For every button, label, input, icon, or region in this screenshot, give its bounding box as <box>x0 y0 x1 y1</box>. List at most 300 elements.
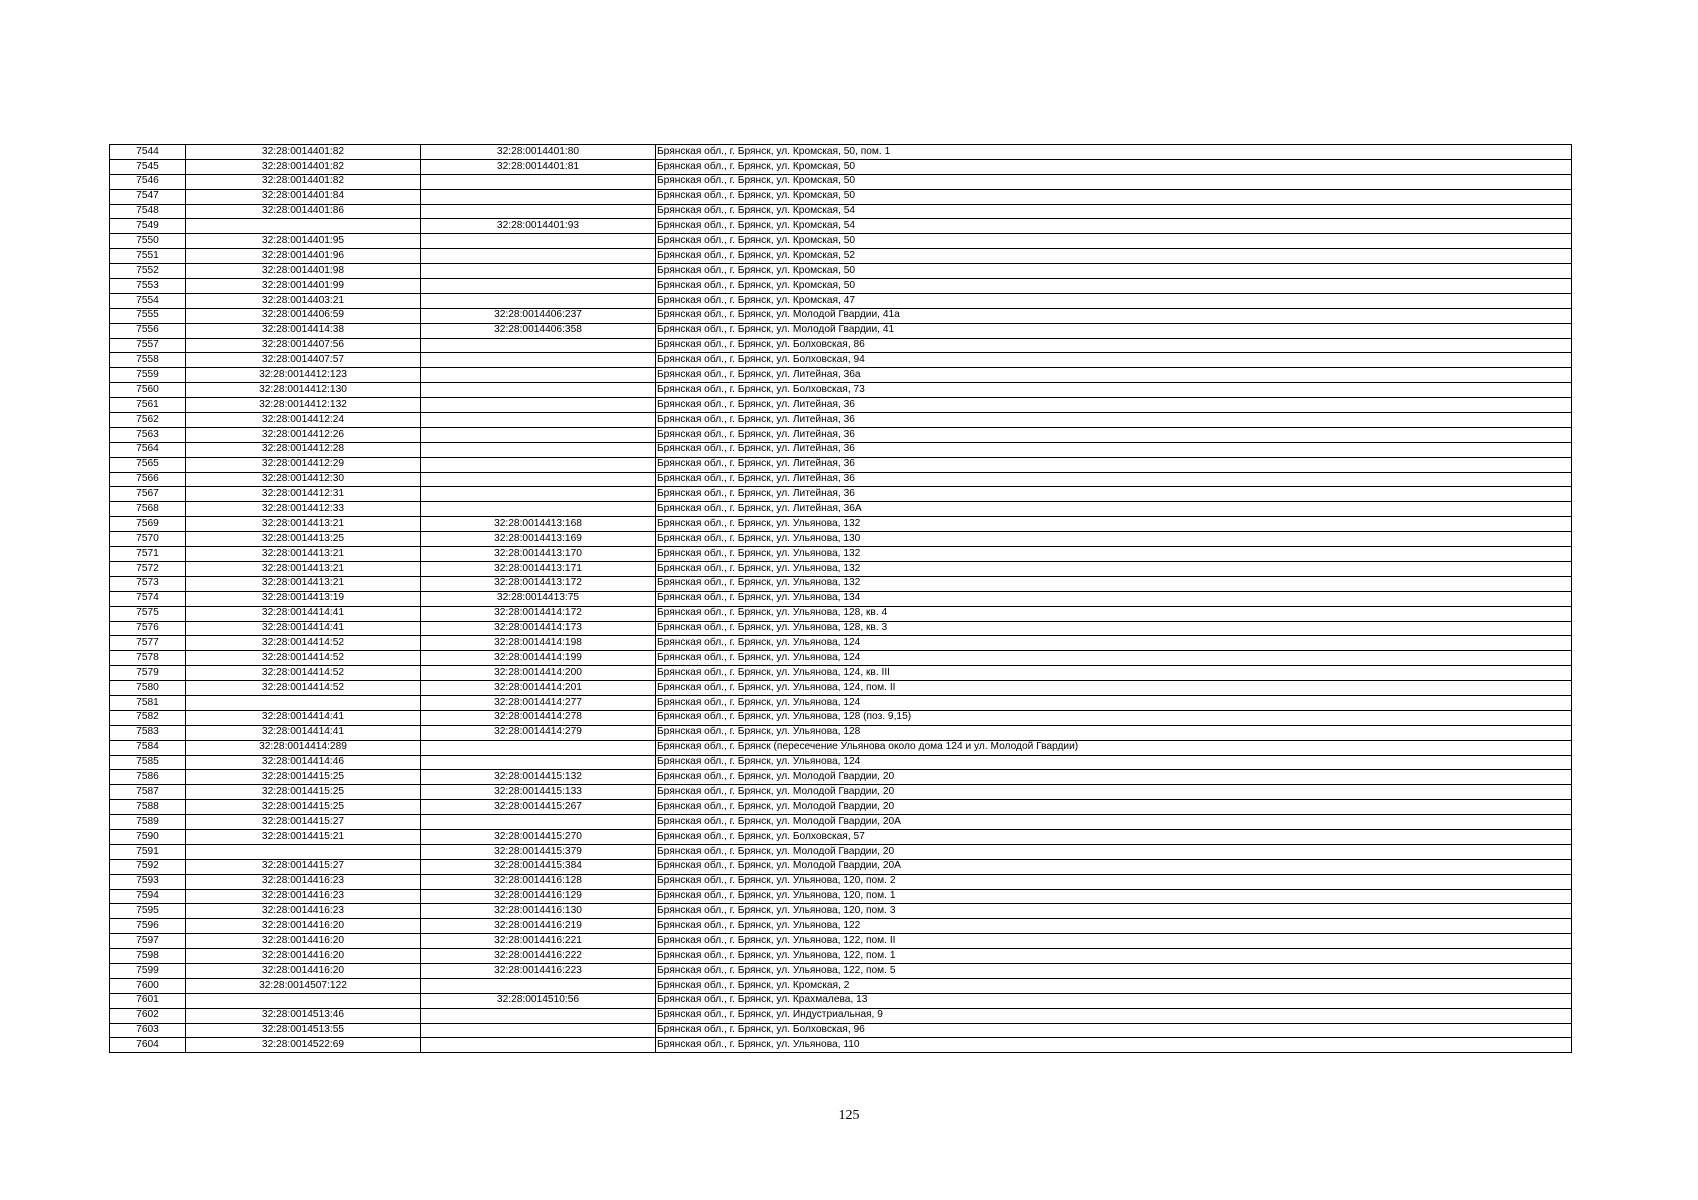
table-row <box>110 978 1572 993</box>
row-number-cell: 7593 <box>110 874 186 889</box>
row-number-cell: 7565 <box>110 457 186 472</box>
address-cell: Брянская обл., г. Брянск, ул. Кромская, 2 <box>656 978 1572 993</box>
table-row <box>110 279 1572 294</box>
row-number-cell: 7556 <box>110 323 186 338</box>
address-cell: Брянская обл., г. Брянск, ул. Кромская, 52 <box>656 249 1572 264</box>
table-row <box>110 919 1572 934</box>
land-cadastral-number-cell: 32:28:0014414:52 <box>186 636 421 651</box>
object-cadastral-number-cell <box>421 234 656 249</box>
table-row <box>110 695 1572 710</box>
object-cadastral-number-cell: 32:28:0014406:358 <box>421 323 656 338</box>
object-cadastral-number-cell: 32:28:0014401:93 <box>421 219 656 234</box>
table-row <box>110 829 1572 844</box>
object-cadastral-number-cell <box>421 368 656 383</box>
row-number-cell: 7583 <box>110 725 186 740</box>
land-cadastral-number-cell: 32:28:0014414:289 <box>186 740 421 755</box>
address-cell: Брянская обл., г. Брянск, ул. Молодой Гвардии, 20 <box>656 800 1572 815</box>
address-cell: Брянская обл., г. Брянск, ул. Кромская, 54 <box>656 219 1572 234</box>
table-row <box>110 755 1572 770</box>
row-number-cell: 7553 <box>110 279 186 294</box>
object-cadastral-number-cell: 32:28:0014406:237 <box>421 308 656 323</box>
object-cadastral-number-cell: 32:28:0014416:219 <box>421 919 656 934</box>
address-cell: Брянская обл., г. Брянск, ул. Ульянова, 120, пом. 2 <box>656 874 1572 889</box>
object-cadastral-number-cell <box>421 427 656 442</box>
table-row <box>110 710 1572 725</box>
land-cadastral-number-cell: 32:28:0014513:46 <box>186 1008 421 1023</box>
table-row <box>110 219 1572 234</box>
address-cell: Брянская обл., г. Брянск, ул. Ульянова, 120, пом. 1 <box>656 889 1572 904</box>
address-cell: Брянская обл., г. Брянск, ул. Крахмалева, 13 <box>656 993 1572 1008</box>
land-cadastral-number-cell: 32:28:0014401:95 <box>186 234 421 249</box>
address-cell: Брянская обл., г. Брянск, ул. Молодой Гвардии, 20 <box>656 844 1572 859</box>
table-row <box>110 815 1572 830</box>
table-row <box>110 427 1572 442</box>
address-cell: Брянская обл., г. Брянск, ул. Ульянова, 128 (поз. 9,15) <box>656 710 1572 725</box>
table-row <box>110 621 1572 636</box>
row-number-cell: 7594 <box>110 889 186 904</box>
land-cadastral-number-cell: 32:28:0014416:23 <box>186 904 421 919</box>
land-cadastral-number-cell: 32:28:0014416:20 <box>186 949 421 964</box>
object-cadastral-number-cell <box>421 189 656 204</box>
object-cadastral-number-cell: 32:28:0014413:168 <box>421 517 656 532</box>
table-row <box>110 681 1572 696</box>
address-cell: Брянская обл., г. Брянск, ул. Болховская, 57 <box>656 829 1572 844</box>
address-cell: Брянская обл., г. Брянск, ул. Болховская, 94 <box>656 353 1572 368</box>
table-row <box>110 398 1572 413</box>
table-row <box>110 963 1572 978</box>
object-cadastral-number-cell: 32:28:0014413:75 <box>421 591 656 606</box>
address-cell: Брянская обл., г. Брянск, ул. Ульянова, 128 <box>656 725 1572 740</box>
address-cell: Брянская обл., г. Брянск, ул. Литейная, 36 <box>656 487 1572 502</box>
land-cadastral-number-cell: 32:28:0014413:25 <box>186 532 421 547</box>
row-number-cell: 7601 <box>110 993 186 1008</box>
object-cadastral-number-cell: 32:28:0014414:277 <box>421 695 656 710</box>
table-row <box>110 532 1572 547</box>
row-number-cell: 7600 <box>110 978 186 993</box>
table-row <box>110 725 1572 740</box>
address-cell: Брянская обл., г. Брянск, ул. Молодой Гвардии, 20 <box>656 785 1572 800</box>
land-cadastral-number-cell: 32:28:0014412:33 <box>186 502 421 517</box>
row-number-cell: 7571 <box>110 547 186 562</box>
address-cell: Брянская обл., г. Брянск, ул. Литейная, 36 <box>656 457 1572 472</box>
object-cadastral-number-cell: 32:28:0014415:133 <box>421 785 656 800</box>
row-number-cell: 7567 <box>110 487 186 502</box>
table-row <box>110 159 1572 174</box>
row-number-cell: 7597 <box>110 934 186 949</box>
object-cadastral-number-cell <box>421 264 656 279</box>
table-row <box>110 308 1572 323</box>
row-number-cell: 7602 <box>110 1008 186 1023</box>
land-cadastral-number-cell: 32:28:0014413:21 <box>186 517 421 532</box>
table-row <box>110 517 1572 532</box>
row-number-cell: 7573 <box>110 576 186 591</box>
address-cell: Брянская обл., г. Брянск, ул. Ульянова, 130 <box>656 532 1572 547</box>
table-row <box>110 844 1572 859</box>
land-cadastral-number-cell: 32:28:0014415:27 <box>186 815 421 830</box>
land-cadastral-number-cell: 32:28:0014415:21 <box>186 829 421 844</box>
table-row <box>110 338 1572 353</box>
object-cadastral-number-cell <box>421 383 656 398</box>
land-cadastral-number-cell: 32:28:0014401:82 <box>186 145 421 160</box>
address-cell: Брянская обл., г. Брянск, ул. Молодой Гвардии, 20А <box>656 815 1572 830</box>
address-cell: Брянская обл., г. Брянск, ул. Литейная, 36а <box>656 368 1572 383</box>
address-cell: Брянская обл., г. Брянск, ул. Кромская, 50 <box>656 189 1572 204</box>
table-row <box>110 859 1572 874</box>
row-number-cell: 7559 <box>110 368 186 383</box>
address-cell: Брянская обл., г. Брянск (пересечение Ульянова около дома 124 и ул. Молодой Гвардии) <box>656 740 1572 755</box>
object-cadastral-number-cell: 32:28:0014413:169 <box>421 532 656 547</box>
address-cell: Брянская обл., г. Брянск, ул. Ульянова, 122, пом. 5 <box>656 963 1572 978</box>
table-row <box>110 889 1572 904</box>
row-number-cell: 7591 <box>110 844 186 859</box>
land-cadastral-number-cell: 32:28:0014414:41 <box>186 606 421 621</box>
row-number-cell: 7555 <box>110 308 186 323</box>
land-cadastral-number-cell: 32:28:0014401:99 <box>186 279 421 294</box>
row-number-cell: 7585 <box>110 755 186 770</box>
table-row <box>110 874 1572 889</box>
row-number-cell: 7551 <box>110 249 186 264</box>
land-cadastral-number-cell: 32:28:0014414:41 <box>186 621 421 636</box>
land-cadastral-number-cell: 32:28:0014414:46 <box>186 755 421 770</box>
row-number-cell: 7589 <box>110 815 186 830</box>
land-cadastral-number-cell: 32:28:0014406:59 <box>186 308 421 323</box>
object-cadastral-number-cell: 32:28:0014415:267 <box>421 800 656 815</box>
land-cadastral-number-cell: 32:28:0014412:31 <box>186 487 421 502</box>
land-cadastral-number-cell: 32:28:0014415:25 <box>186 770 421 785</box>
land-cadastral-number-cell: 32:28:0014415:25 <box>186 800 421 815</box>
table-row <box>110 249 1572 264</box>
object-cadastral-number-cell: 32:28:0014414:172 <box>421 606 656 621</box>
address-cell: Брянская обл., г. Брянск, ул. Ульянова, 124 <box>656 636 1572 651</box>
object-cadastral-number-cell <box>421 1023 656 1038</box>
registry-table-body <box>110 145 1572 1053</box>
address-cell: Брянская обл., г. Брянск, ул. Ульянова, 122, пом. II <box>656 934 1572 949</box>
address-cell: Брянская обл., г. Брянск, ул. Литейная, 36 <box>656 442 1572 457</box>
table-row <box>110 1038 1572 1053</box>
row-number-cell: 7586 <box>110 770 186 785</box>
row-number-cell: 7569 <box>110 517 186 532</box>
address-cell: Брянская обл., г. Брянск, ул. Болховская, 86 <box>656 338 1572 353</box>
land-cadastral-number-cell: 32:28:0014507:122 <box>186 978 421 993</box>
table-row <box>110 904 1572 919</box>
object-cadastral-number-cell <box>421 413 656 428</box>
page-number: 125 <box>838 1108 860 1123</box>
land-cadastral-number-cell: 32:28:0014415:27 <box>186 859 421 874</box>
row-number-cell: 7550 <box>110 234 186 249</box>
table-row <box>110 174 1572 189</box>
table-row <box>110 576 1572 591</box>
row-number-cell: 7552 <box>110 264 186 279</box>
land-cadastral-number-cell: 32:28:0014414:52 <box>186 651 421 666</box>
land-cadastral-number-cell: 32:28:0014416:20 <box>186 934 421 949</box>
land-cadastral-number-cell: 32:28:0014513:55 <box>186 1023 421 1038</box>
object-cadastral-number-cell: 32:28:0014414:198 <box>421 636 656 651</box>
address-cell: Брянская обл., г. Брянск, ул. Литейная, 36А <box>656 502 1572 517</box>
address-cell: Брянская обл., г. Брянск, ул. Кромская, 47 <box>656 293 1572 308</box>
table-row <box>110 770 1572 785</box>
table-row <box>110 606 1572 621</box>
row-number-cell: 7576 <box>110 621 186 636</box>
row-number-cell: 7578 <box>110 651 186 666</box>
address-cell: Брянская обл., г. Брянск, ул. Ульянова, 128, кв. 4 <box>656 606 1572 621</box>
row-number-cell: 7596 <box>110 919 186 934</box>
land-cadastral-number-cell: 32:28:0014401:82 <box>186 174 421 189</box>
address-cell: Брянская обл., г. Брянск, ул. Ульянова, 122 <box>656 919 1572 934</box>
table-row <box>110 666 1572 681</box>
row-number-cell: 7590 <box>110 829 186 844</box>
object-cadastral-number-cell: 32:28:0014413:170 <box>421 547 656 562</box>
object-cadastral-number-cell: 32:28:0014416:223 <box>421 963 656 978</box>
object-cadastral-number-cell <box>421 1008 656 1023</box>
land-cadastral-number-cell: 32:28:0014407:57 <box>186 353 421 368</box>
land-cadastral-number-cell: 32:28:0014414:41 <box>186 710 421 725</box>
table-row <box>110 785 1572 800</box>
land-cadastral-number-cell: 32:28:0014416:20 <box>186 963 421 978</box>
address-cell: Брянская обл., г. Брянск, ул. Индустриальная, 9 <box>656 1008 1572 1023</box>
table-row <box>110 234 1572 249</box>
address-cell: Брянская обл., г. Брянск, ул. Ульянова, 132 <box>656 576 1572 591</box>
object-cadastral-number-cell <box>421 398 656 413</box>
land-cadastral-number-cell: 32:28:0014414:52 <box>186 666 421 681</box>
land-cadastral-number-cell: 32:28:0014401:86 <box>186 204 421 219</box>
row-number-cell: 7592 <box>110 859 186 874</box>
object-cadastral-number-cell <box>421 204 656 219</box>
row-number-cell: 7545 <box>110 159 186 174</box>
object-cadastral-number-cell <box>421 353 656 368</box>
object-cadastral-number-cell <box>421 815 656 830</box>
object-cadastral-number-cell: 32:28:0014414:200 <box>421 666 656 681</box>
address-cell: Брянская обл., г. Брянск, ул. Ульянова, 124 <box>656 755 1572 770</box>
land-cadastral-number-cell: 32:28:0014403:21 <box>186 293 421 308</box>
land-cadastral-number-cell: 32:28:0014414:52 <box>186 681 421 696</box>
address-cell: Брянская обл., г. Брянск, ул. Ульянова, 132 <box>656 561 1572 576</box>
address-cell: Брянская обл., г. Брянск, ул. Ульянова, 120, пом. 3 <box>656 904 1572 919</box>
object-cadastral-number-cell: 32:28:0014510:56 <box>421 993 656 1008</box>
land-cadastral-number-cell: 32:28:0014522:69 <box>186 1038 421 1053</box>
address-cell: Брянская обл., г. Брянск, ул. Ульянова, 132 <box>656 517 1572 532</box>
table-row <box>110 591 1572 606</box>
table-row <box>110 993 1572 1008</box>
land-cadastral-number-cell: 32:28:0014412:130 <box>186 383 421 398</box>
address-cell: Брянская обл., г. Брянск, ул. Ульянова, 132 <box>656 547 1572 562</box>
table-row <box>110 383 1572 398</box>
address-cell: Брянская обл., г. Брянск, ул. Молодой Гвардии, 20А <box>656 859 1572 874</box>
land-cadastral-number-cell: 32:28:0014416:20 <box>186 919 421 934</box>
row-number-cell: 7598 <box>110 949 186 964</box>
address-cell: Брянская обл., г. Брянск, ул. Болховская, 73 <box>656 383 1572 398</box>
table-row <box>110 472 1572 487</box>
object-cadastral-number-cell <box>421 293 656 308</box>
land-cadastral-number-cell: 32:28:0014412:26 <box>186 427 421 442</box>
table-row <box>110 368 1572 383</box>
row-number-cell: 7588 <box>110 800 186 815</box>
object-cadastral-number-cell: 32:28:0014413:171 <box>421 561 656 576</box>
row-number-cell: 7584 <box>110 740 186 755</box>
land-cadastral-number-cell: 32:28:0014412:30 <box>186 472 421 487</box>
object-cadastral-number-cell: 32:28:0014416:130 <box>421 904 656 919</box>
land-cadastral-number-cell: 32:28:0014416:23 <box>186 889 421 904</box>
row-number-cell: 7577 <box>110 636 186 651</box>
object-cadastral-number-cell <box>421 472 656 487</box>
object-cadastral-number-cell: 32:28:0014415:384 <box>421 859 656 874</box>
row-number-cell: 7579 <box>110 666 186 681</box>
table-row <box>110 651 1572 666</box>
address-cell: Брянская обл., г. Брянск, ул. Ульянова, 110 <box>656 1038 1572 1053</box>
row-number-cell: 7581 <box>110 695 186 710</box>
land-cadastral-number-cell: 32:28:0014413:19 <box>186 591 421 606</box>
row-number-cell: 7558 <box>110 353 186 368</box>
object-cadastral-number-cell: 32:28:0014415:132 <box>421 770 656 785</box>
land-cadastral-number-cell: 32:28:0014401:98 <box>186 264 421 279</box>
address-cell: Брянская обл., г. Брянск, ул. Литейная, 36 <box>656 398 1572 413</box>
table-row <box>110 740 1572 755</box>
row-number-cell: 7564 <box>110 442 186 457</box>
land-cadastral-number-cell: 32:28:0014413:21 <box>186 561 421 576</box>
table-row <box>110 502 1572 517</box>
row-number-cell: 7560 <box>110 383 186 398</box>
row-number-cell: 7544 <box>110 145 186 160</box>
land-cadastral-number-cell: 32:28:0014414:41 <box>186 725 421 740</box>
land-cadastral-number-cell <box>186 844 421 859</box>
object-cadastral-number-cell: 32:28:0014414:278 <box>421 710 656 725</box>
address-cell: Брянская обл., г. Брянск, ул. Ульянова, 124 <box>656 651 1572 666</box>
object-cadastral-number-cell: 32:28:0014416:129 <box>421 889 656 904</box>
land-cadastral-number-cell: 32:28:0014413:21 <box>186 547 421 562</box>
row-number-cell: 7547 <box>110 189 186 204</box>
row-number-cell: 7595 <box>110 904 186 919</box>
address-cell: Брянская обл., г. Брянск, ул. Литейная, 36 <box>656 427 1572 442</box>
object-cadastral-number-cell: 32:28:0014401:80 <box>421 145 656 160</box>
object-cadastral-number-cell <box>421 338 656 353</box>
table-row <box>110 800 1572 815</box>
address-cell: Брянская обл., г. Брянск, ул. Кромская, 50 <box>656 174 1572 189</box>
address-cell: Брянская обл., г. Брянск, ул. Молодой Гвардии, 41 <box>656 323 1572 338</box>
row-number-cell: 7575 <box>110 606 186 621</box>
object-cadastral-number-cell: 32:28:0014415:379 <box>421 844 656 859</box>
address-cell: Брянская обл., г. Брянск, ул. Ульянова, 124 <box>656 695 1572 710</box>
object-cadastral-number-cell <box>421 502 656 517</box>
land-cadastral-number-cell: 32:28:0014416:23 <box>186 874 421 889</box>
object-cadastral-number-cell: 32:28:0014414:173 <box>421 621 656 636</box>
land-cadastral-number-cell <box>186 695 421 710</box>
land-cadastral-number-cell: 32:28:0014412:28 <box>186 442 421 457</box>
object-cadastral-number-cell: 32:28:0014416:222 <box>421 949 656 964</box>
row-number-cell: 7562 <box>110 413 186 428</box>
land-cadastral-number-cell: 32:28:0014415:25 <box>186 785 421 800</box>
row-number-cell: 7604 <box>110 1038 186 1053</box>
land-cadastral-number-cell: 32:28:0014412:24 <box>186 413 421 428</box>
object-cadastral-number-cell: 32:28:0014401:81 <box>421 159 656 174</box>
address-cell: Брянская обл., г. Брянск, ул. Ульянова, 124, кв. III <box>656 666 1572 681</box>
object-cadastral-number-cell: 32:28:0014415:270 <box>421 829 656 844</box>
address-cell: Брянская обл., г. Брянск, ул. Кромская, 50 <box>656 279 1572 294</box>
object-cadastral-number-cell: 32:28:0014414:201 <box>421 681 656 696</box>
table-row <box>110 457 1572 472</box>
object-cadastral-number-cell <box>421 174 656 189</box>
land-cadastral-number-cell: 32:28:0014412:123 <box>186 368 421 383</box>
object-cadastral-number-cell: 32:28:0014416:221 <box>421 934 656 949</box>
row-number-cell: 7548 <box>110 204 186 219</box>
table-row <box>110 145 1572 160</box>
table-row <box>110 949 1572 964</box>
land-cadastral-number-cell: 32:28:0014407:56 <box>186 338 421 353</box>
address-cell: Брянская обл., г. Брянск, ул. Ульянова, 128, кв. 3 <box>656 621 1572 636</box>
row-number-cell: 7574 <box>110 591 186 606</box>
table-row <box>110 323 1572 338</box>
table-row <box>110 934 1572 949</box>
address-cell: Брянская обл., г. Брянск, ул. Ульянова, 124, пом. II <box>656 681 1572 696</box>
row-number-cell: 7554 <box>110 293 186 308</box>
row-number-cell: 7566 <box>110 472 186 487</box>
row-number-cell: 7599 <box>110 963 186 978</box>
land-cadastral-number-cell: 32:28:0014413:21 <box>186 576 421 591</box>
object-cadastral-number-cell <box>421 442 656 457</box>
registry-table <box>109 144 1572 1053</box>
address-cell: Брянская обл., г. Брянск, ул. Кромская, 50 <box>656 234 1572 249</box>
row-number-cell: 7549 <box>110 219 186 234</box>
land-cadastral-number-cell <box>186 993 421 1008</box>
object-cadastral-number-cell <box>421 740 656 755</box>
object-cadastral-number-cell <box>421 487 656 502</box>
object-cadastral-number-cell: 32:28:0014414:199 <box>421 651 656 666</box>
address-cell: Брянская обл., г. Брянск, ул. Кромская, 54 <box>656 204 1572 219</box>
address-cell: Брянская обл., г. Брянск, ул. Литейная, 36 <box>656 413 1572 428</box>
address-cell: Брянская обл., г. Брянск, ул. Кромская, 50 <box>656 159 1572 174</box>
row-number-cell: 7582 <box>110 710 186 725</box>
table-row <box>110 189 1572 204</box>
row-number-cell: 7587 <box>110 785 186 800</box>
row-number-cell: 7603 <box>110 1023 186 1038</box>
table-row <box>110 547 1572 562</box>
table-row <box>110 487 1572 502</box>
row-number-cell: 7570 <box>110 532 186 547</box>
row-number-cell: 7561 <box>110 398 186 413</box>
table-row <box>110 1023 1572 1038</box>
address-cell: Брянская обл., г. Брянск, ул. Молодой Гвардии, 41а <box>656 308 1572 323</box>
table-row <box>110 264 1572 279</box>
address-cell: Брянская обл., г. Брянск, ул. Литейная, 36 <box>656 472 1572 487</box>
object-cadastral-number-cell <box>421 249 656 264</box>
address-cell: Брянская обл., г. Брянск, ул. Кромская, 50 <box>656 264 1572 279</box>
land-cadastral-number-cell: 32:28:0014401:84 <box>186 189 421 204</box>
land-cadastral-number-cell: 32:28:0014401:82 <box>186 159 421 174</box>
address-cell: Брянская обл., г. Брянск, ул. Ульянова, 134 <box>656 591 1572 606</box>
row-number-cell: 7557 <box>110 338 186 353</box>
table-row <box>110 293 1572 308</box>
object-cadastral-number-cell: 32:28:0014414:279 <box>421 725 656 740</box>
land-cadastral-number-cell: 32:28:0014401:96 <box>186 249 421 264</box>
table-row <box>110 413 1572 428</box>
object-cadastral-number-cell <box>421 1038 656 1053</box>
table-row <box>110 636 1572 651</box>
object-cadastral-number-cell <box>421 755 656 770</box>
table-row <box>110 561 1572 576</box>
table-row <box>110 1008 1572 1023</box>
row-number-cell: 7563 <box>110 427 186 442</box>
land-cadastral-number-cell: 32:28:0014414:38 <box>186 323 421 338</box>
row-number-cell: 7580 <box>110 681 186 696</box>
row-number-cell: 7546 <box>110 174 186 189</box>
address-cell: Брянская обл., г. Брянск, ул. Кромская, 50, пом. 1 <box>656 145 1572 160</box>
object-cadastral-number-cell <box>421 457 656 472</box>
address-cell: Брянская обл., г. Брянск, ул. Болховская, 96 <box>656 1023 1572 1038</box>
address-cell: Брянская обл., г. Брянск, ул. Ульянова, 122, пом. 1 <box>656 949 1572 964</box>
land-cadastral-number-cell: 32:28:0014412:29 <box>186 457 421 472</box>
object-cadastral-number-cell: 32:28:0014416:128 <box>421 874 656 889</box>
object-cadastral-number-cell: 32:28:0014413:172 <box>421 576 656 591</box>
row-number-cell: 7568 <box>110 502 186 517</box>
object-cadastral-number-cell <box>421 978 656 993</box>
